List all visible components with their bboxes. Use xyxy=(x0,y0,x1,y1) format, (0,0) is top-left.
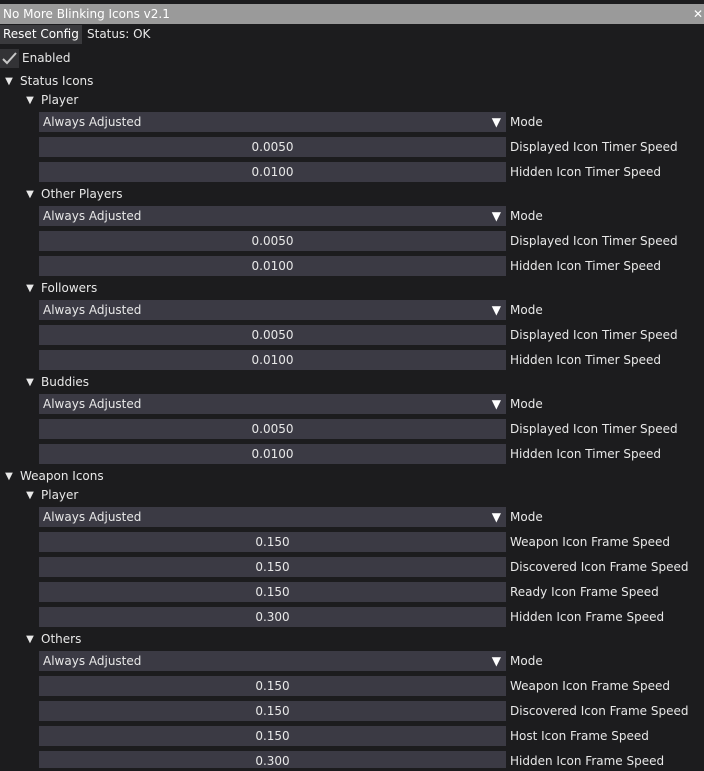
tree-weapon-player[interactable]: Player xyxy=(41,488,79,502)
discovered-frame-speed-label: Discovered Icon Frame Speed xyxy=(510,560,689,574)
mode-dropdown[interactable] xyxy=(39,206,506,226)
displayed-speed-label: Displayed Icon Timer Speed xyxy=(510,328,678,342)
mode-value: Always Adjusted xyxy=(43,654,142,668)
hidden-speed-input[interactable]: 0.0100 xyxy=(39,350,506,370)
hidden-speed-label: Hidden Icon Timer Speed xyxy=(510,353,662,367)
mode-dropdown[interactable] xyxy=(39,300,506,320)
dropdown-arrow-icon[interactable]: ▼ xyxy=(491,654,501,668)
tree-status-player[interactable]: Player xyxy=(41,93,79,107)
mode-dropdown[interactable] xyxy=(39,651,506,671)
tree-status-followers[interactable]: Followers xyxy=(41,281,98,295)
weapon-frame-speed-label: Weapon Icon Frame Speed xyxy=(510,679,670,693)
tree-open-icon[interactable]: ▼ xyxy=(26,634,34,645)
tree-weapon-icons[interactable]: Weapon Icons xyxy=(20,469,104,483)
mode-label: Mode xyxy=(510,654,543,668)
mode-value: Always Adjusted xyxy=(43,510,142,524)
mode-value: Always Adjusted xyxy=(43,209,142,223)
hidden-speed-input[interactable]: 0.0100 xyxy=(39,444,506,464)
displayed-speed-label: Displayed Icon Timer Speed xyxy=(510,422,678,436)
tree-status-icons[interactable]: Status Icons xyxy=(20,74,94,88)
dropdown-arrow-icon[interactable]: ▼ xyxy=(491,115,501,129)
hidden-speed-label: Hidden Icon Timer Speed xyxy=(510,447,662,461)
hidden-frame-speed-input[interactable]: 0.300 xyxy=(39,607,506,627)
enabled-label: Enabled xyxy=(22,51,71,65)
tree-weapon-others[interactable]: Others xyxy=(41,632,82,646)
hidden-frame-speed-input[interactable]: 0.300 xyxy=(39,751,506,768)
hidden-speed-label: Hidden Icon Timer Speed xyxy=(510,165,662,179)
enabled-checkbox[interactable] xyxy=(0,49,19,68)
tree-open-icon[interactable]: ▼ xyxy=(26,283,34,294)
dropdown-arrow-icon[interactable]: ▼ xyxy=(491,510,501,524)
tree-open-icon[interactable]: ▼ xyxy=(5,76,13,87)
checkmark-icon xyxy=(0,49,19,68)
tree-open-icon[interactable]: ▼ xyxy=(26,95,34,106)
tree-status-buddies[interactable]: Buddies xyxy=(41,375,90,389)
mode-value: Always Adjusted xyxy=(43,397,142,411)
reset-config-button[interactable]: Reset Config xyxy=(0,25,82,44)
dropdown-arrow-icon[interactable]: ▼ xyxy=(491,209,501,223)
ready-frame-speed-input[interactable]: 0.150 xyxy=(39,582,506,602)
mode-label: Mode xyxy=(510,397,543,411)
tree-open-icon[interactable]: ▼ xyxy=(26,189,34,200)
weapon-frame-speed-label: Weapon Icon Frame Speed xyxy=(510,535,670,549)
displayed-speed-input[interactable]: 0.0050 xyxy=(39,325,506,345)
weapon-frame-speed-input[interactable]: 0.150 xyxy=(39,676,506,696)
mode-label: Mode xyxy=(510,510,543,524)
hidden-speed-label: Hidden Icon Timer Speed xyxy=(510,259,662,273)
hidden-frame-speed-label: Hidden Icon Frame Speed xyxy=(510,610,665,624)
mode-value: Always Adjusted xyxy=(43,115,142,129)
mode-label: Mode xyxy=(510,115,543,129)
mode-dropdown[interactable] xyxy=(39,507,506,527)
hidden-frame-speed-label: Hidden Icon Frame Speed xyxy=(510,754,665,768)
host-frame-speed-label: Host Icon Frame Speed xyxy=(510,729,649,743)
discovered-frame-speed-label: Discovered Icon Frame Speed xyxy=(510,704,689,718)
tree-open-icon[interactable]: ▼ xyxy=(5,471,13,482)
ready-frame-speed-label: Ready Icon Frame Speed xyxy=(510,585,659,599)
host-frame-speed-input[interactable]: 0.150 xyxy=(39,726,506,746)
mode-label: Mode xyxy=(510,209,543,223)
displayed-speed-input[interactable]: 0.0050 xyxy=(39,419,506,439)
discovered-frame-speed-input[interactable]: 0.150 xyxy=(39,701,506,721)
tree-status-other-players[interactable]: Other Players xyxy=(41,187,123,201)
displayed-speed-input[interactable]: 0.0050 xyxy=(39,137,506,157)
mode-value: Always Adjusted xyxy=(43,303,142,317)
window-title: No More Blinking Icons v2.1 xyxy=(3,7,170,21)
hidden-speed-input[interactable]: 0.0100 xyxy=(39,162,506,182)
mode-label: Mode xyxy=(510,303,543,317)
window-titlebar[interactable] xyxy=(0,4,704,24)
weapon-frame-speed-input[interactable]: 0.150 xyxy=(39,532,506,552)
discovered-frame-speed-input[interactable]: 0.150 xyxy=(39,557,506,577)
hidden-speed-input[interactable]: 0.0100 xyxy=(39,256,506,276)
close-icon[interactable]: ✕ xyxy=(692,7,704,21)
dropdown-arrow-icon[interactable]: ▼ xyxy=(491,397,501,411)
displayed-speed-label: Displayed Icon Timer Speed xyxy=(510,140,678,154)
displayed-speed-label: Displayed Icon Timer Speed xyxy=(510,234,678,248)
status-text: Status: OK xyxy=(87,27,151,41)
tree-open-icon[interactable]: ▼ xyxy=(26,377,34,388)
tree-open-icon[interactable]: ▼ xyxy=(26,490,34,501)
displayed-speed-input[interactable]: 0.0050 xyxy=(39,231,506,251)
dropdown-arrow-icon[interactable]: ▼ xyxy=(491,303,501,317)
mode-dropdown[interactable] xyxy=(39,112,506,132)
mode-dropdown[interactable] xyxy=(39,394,506,414)
